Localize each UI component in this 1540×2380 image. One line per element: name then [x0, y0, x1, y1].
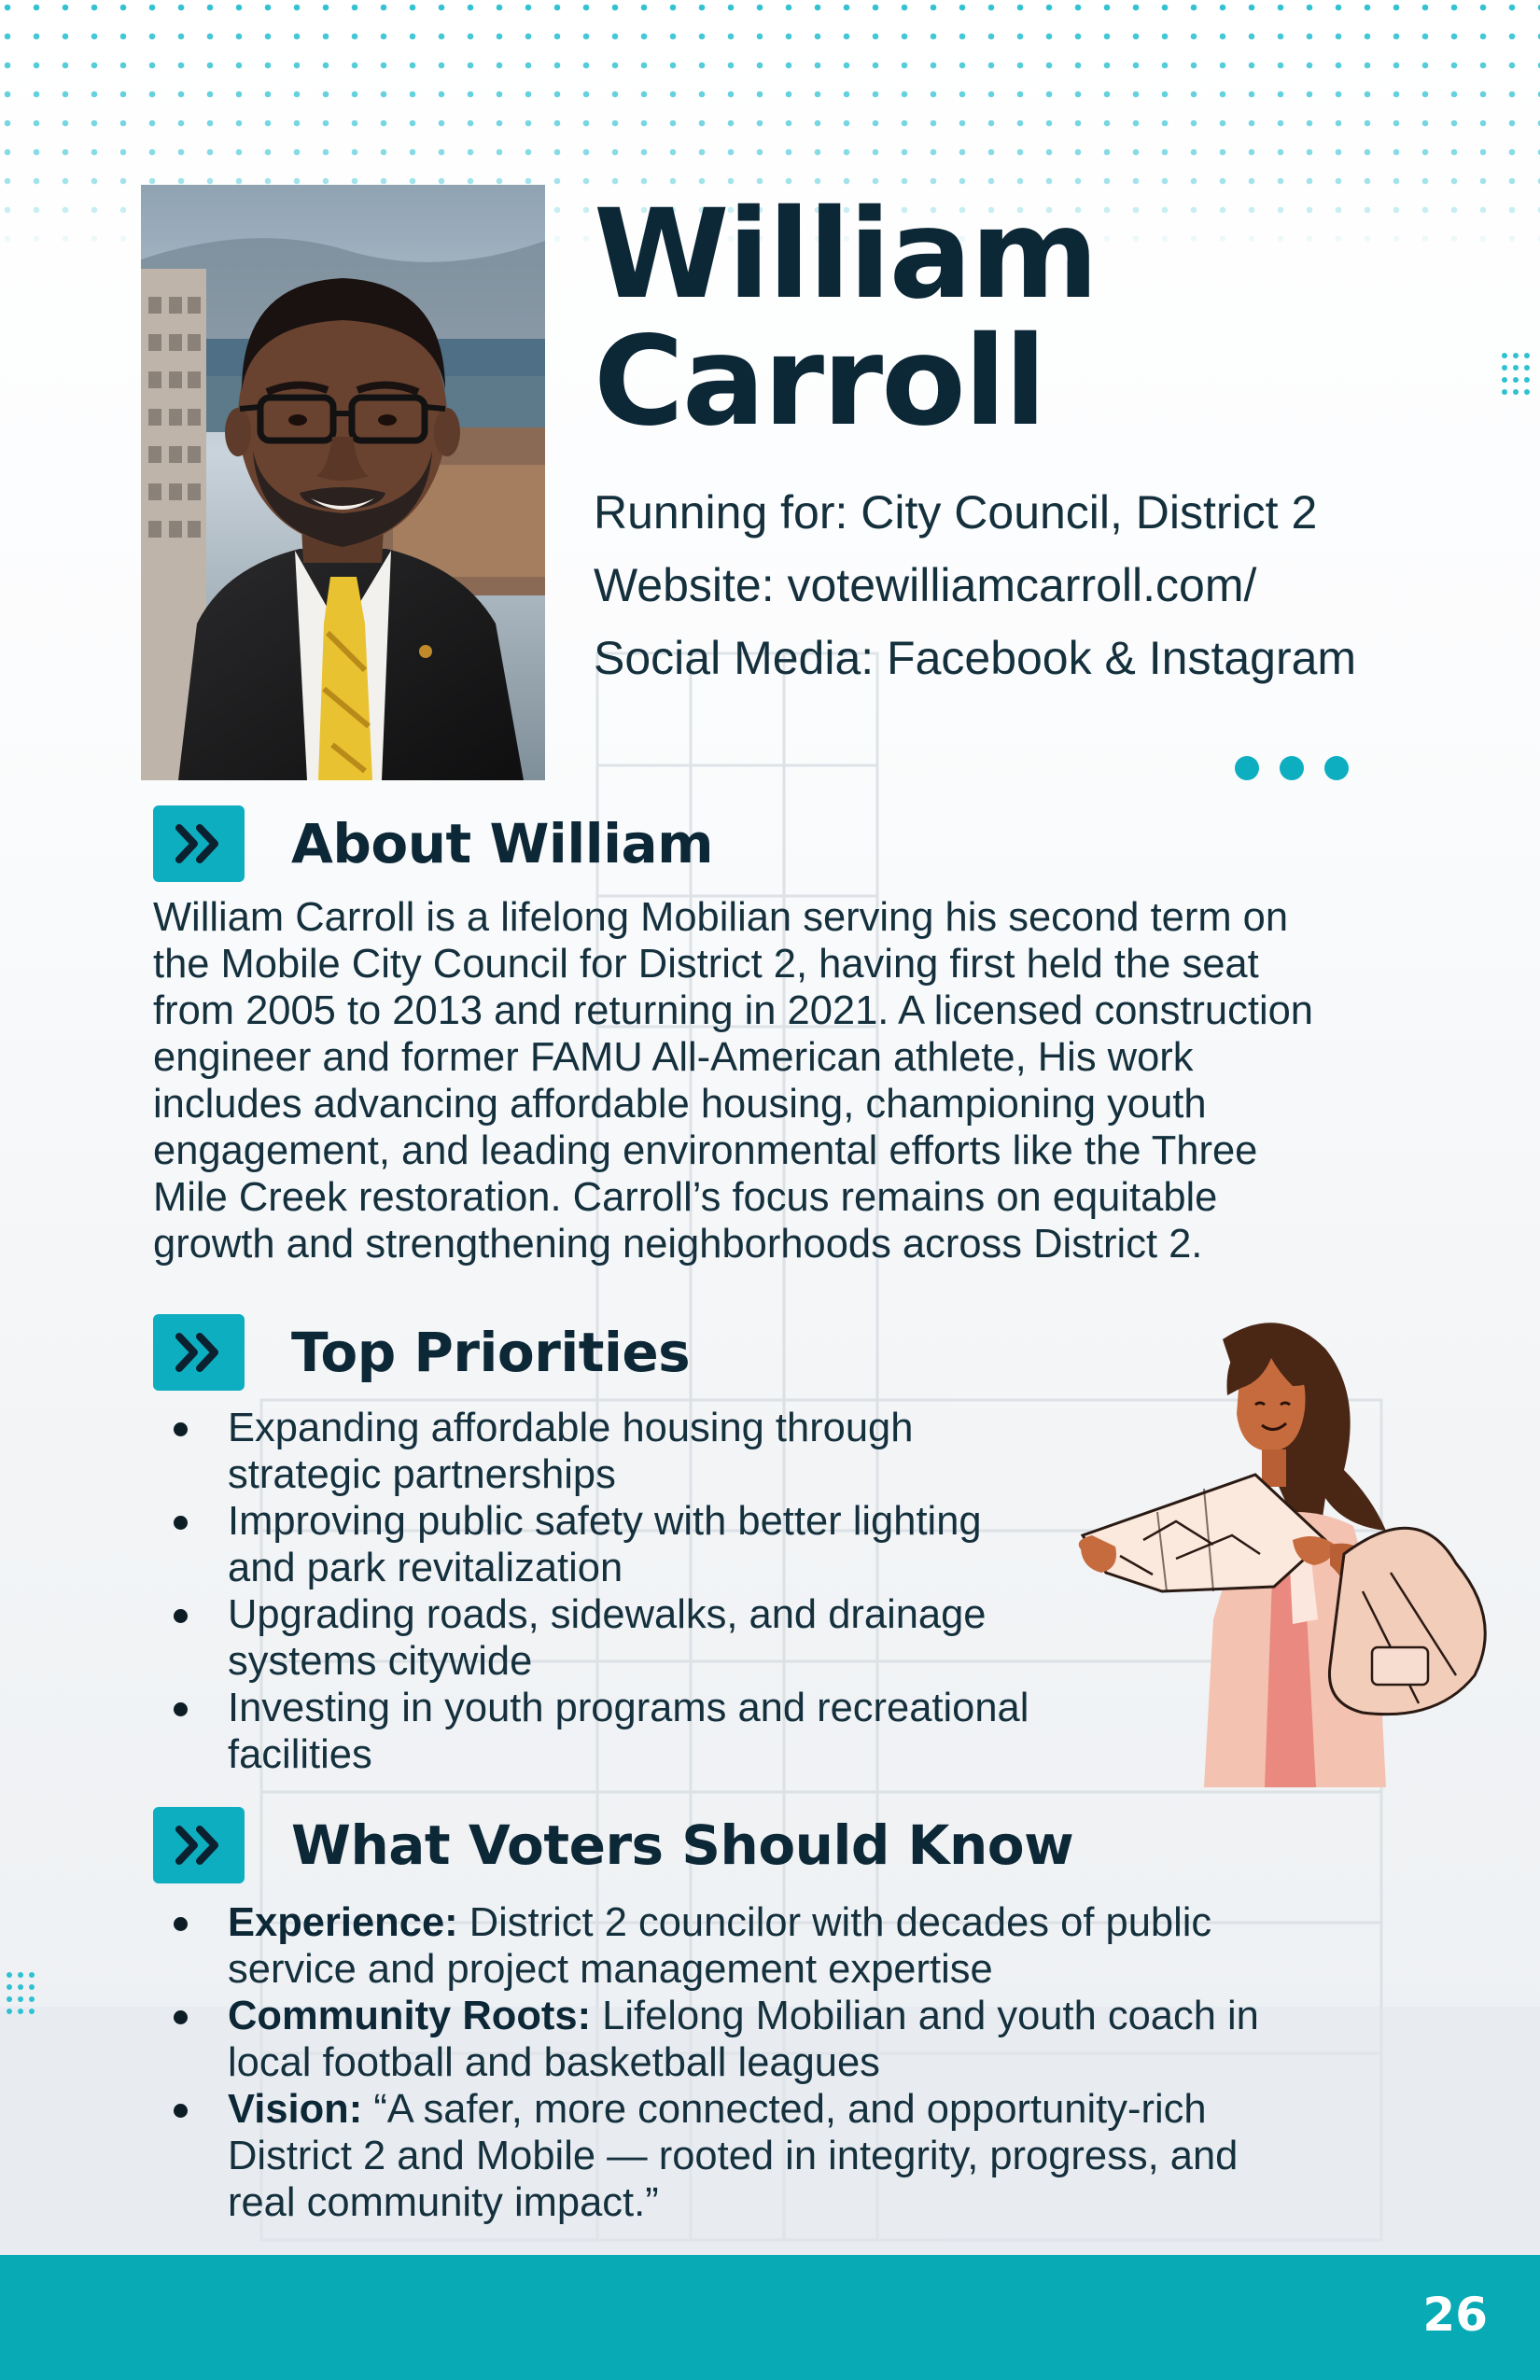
priority-line: Expanding affordable housing through	[228, 1406, 914, 1450]
voter-fact-line: real community impact.”	[228, 2180, 659, 2225]
about-paragraph	[153, 894, 1422, 1267]
priority-line: and park revitalization	[228, 1546, 623, 1590]
priorities-list	[0, 1405, 1029, 1778]
voter-fact-item	[0, 1899, 1259, 1993]
priority-line: Improving public safety with better lighting	[228, 1499, 982, 1544]
about-line: engineer and former FAMU All-American athlete, His work	[153, 1035, 1194, 1080]
double-chevron-right-icon	[153, 805, 245, 882]
priority-item	[0, 1498, 1029, 1591]
candidate-info	[594, 476, 1356, 694]
candidate-first-name: William	[594, 183, 1098, 327]
priority-line: facilities	[228, 1732, 372, 1777]
woman-reading-map-illustration	[1064, 1311, 1503, 1797]
voters-section-icon	[153, 1807, 245, 1883]
voter-fact-item	[0, 1993, 1259, 2086]
voter-fact-line: service and project management expertise	[228, 1947, 993, 1992]
about-line: engagement, and leading environmental efforts like the Three	[153, 1128, 1258, 1173]
candidate-last-name: Carroll	[594, 310, 1045, 454]
voter-fact-label: Community Roots:	[228, 1994, 592, 2038]
priority-line: systems citywide	[228, 1639, 533, 1684]
voter-fact-text: Lifelong Mobilian and youth coach in	[591, 1994, 1259, 2038]
priority-item	[0, 1685, 1029, 1778]
candidate-photo	[141, 185, 545, 780]
about-line: the Mobile City Council for District 2, having first held the seat	[153, 942, 1259, 987]
about-section-title: About William	[291, 812, 714, 875]
about-line: growth and strengthening neighborhoods across District 2.	[153, 1222, 1203, 1267]
voter-fact-item	[0, 2086, 1259, 2226]
priority-line: strategic partnerships	[228, 1452, 616, 1497]
running-for-text: Running for: City Council, District 2	[594, 486, 1318, 539]
dot-pattern-right	[1499, 350, 1536, 408]
about-line: includes advancing affordable housing, championing youth	[153, 1082, 1207, 1127]
priority-item	[0, 1591, 1029, 1685]
priorities-section-icon	[153, 1314, 245, 1391]
voter-fact-label: Vision:	[228, 2087, 363, 2132]
footer-bar	[0, 2255, 1540, 2380]
priority-item	[0, 1405, 1029, 1498]
website-text: Website: votewilliamcarroll.com/	[594, 559, 1257, 611]
priority-line: Investing in youth programs and recreational	[228, 1686, 1029, 1730]
voter-fact-line: local football and basketball leagues	[228, 2040, 880, 2085]
double-chevron-right-icon	[153, 1314, 245, 1391]
priorities-section-title: Top Priorities	[291, 1321, 691, 1384]
voters-list	[0, 1899, 1259, 2226]
about-line: from 2005 to 2013 and returning in 2021. A licensed construction	[153, 988, 1313, 1033]
candidate-name	[594, 183, 1098, 454]
social-media-text: Social Media: Facebook & Instagram	[594, 632, 1357, 684]
voter-fact-text: District 2 councilor with decades of public	[457, 1900, 1212, 1945]
voters-section-title: What Voters Should Know	[291, 1813, 1074, 1877]
voter-fact-label: Experience:	[228, 1900, 458, 1945]
priority-line: Upgrading roads, sidewalks, and drainage	[228, 1592, 987, 1637]
about-line: Mile Creek restoration. Carroll’s focus remains on equitable	[153, 1175, 1218, 1220]
voter-fact-first-line	[228, 2086, 1259, 2133]
about-line: William Carroll is a lifelong Mobilian serving his second term on	[153, 895, 1289, 940]
voter-fact-first-line	[228, 1899, 1259, 1946]
ellipsis-icon	[1234, 754, 1350, 782]
voter-fact-line: District 2 and Mobile — rooted in integrity, progress, and	[228, 2134, 1239, 2178]
voter-fact-text: “A safer, more connected, and opportunity-rich	[362, 2087, 1207, 2132]
page-number: 26	[1422, 2288, 1488, 2342]
double-chevron-right-icon	[153, 1807, 245, 1883]
about-section-icon	[153, 805, 245, 882]
voter-fact-first-line	[228, 1993, 1259, 2039]
